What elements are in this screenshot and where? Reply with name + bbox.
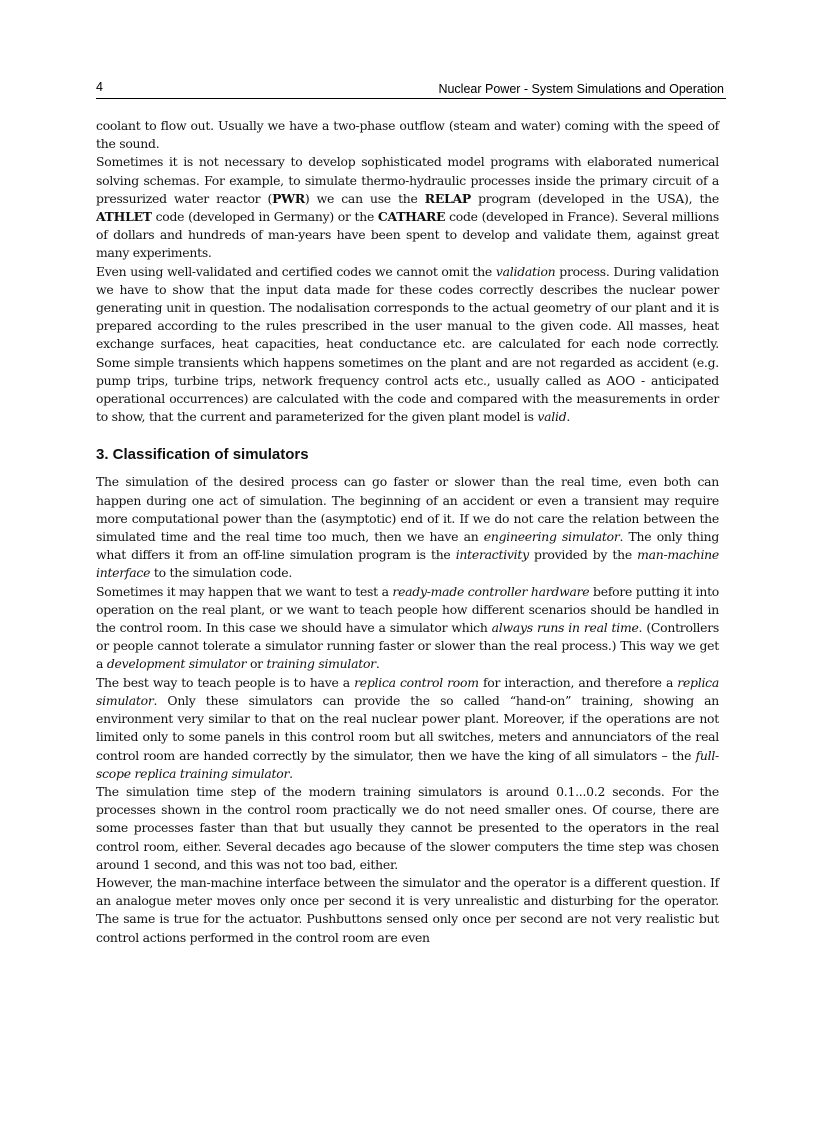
text: Even using well-validated and certified codes we cannot omit the <box>96 263 496 279</box>
text: . (Controllers or people cannot tolerate a simulator running faster or slower than the real process.) This way we get a <box>96 620 719 672</box>
paragraph <box>96 117 719 153</box>
text: The best way to teach people is to have a <box>96 674 355 690</box>
text: or <box>246 656 267 672</box>
italic-term: training simulator <box>266 656 376 672</box>
text: ) we can use the <box>304 190 425 206</box>
italic-term: full-scope replica training simulator <box>96 747 719 781</box>
italic-term: validation <box>495 263 556 279</box>
bold-term: PWR <box>272 190 305 206</box>
paragraph <box>96 674 719 783</box>
italic-term: man-machine interface <box>96 547 719 581</box>
paragraph <box>96 583 719 674</box>
text: code (developed in France). Several millions of dollars and hundreds of man-years have been spent to develop and validate them, against great many experiments. <box>96 209 719 261</box>
text: code (developed in Germany) or the <box>151 209 378 225</box>
paragraph <box>96 783 719 874</box>
running-title: Nuclear Power - System Simulations and Operation <box>438 82 724 96</box>
page-body <box>96 117 719 947</box>
text: . <box>375 656 380 672</box>
text: . <box>566 409 571 425</box>
text: program (developed in the USA), the <box>470 190 719 206</box>
paragraph <box>96 473 719 582</box>
text: to the simulation code. <box>150 565 293 581</box>
text: process. During validation we have to show that the input data made for these codes correctly describes the nuclear power generating unit in question. The nodalisation corresponds to the actual geometry of our plant and it is prepared according to the rules prescribed in the user manual to the given code. All masses, heat exchange surfaces, heat capacities, heat conductance etc. are calculated for each node correctly. Some simple transients which happens sometimes on the plant and are not regarded as accident (e.g. pump trips, turbine trips, network frequency control acts etc., usually called as AOO - anticipated operational occurrences) are calculated with the code and compared with the measurements in order to show, that the current and parameterized for the given plant model is <box>96 263 719 425</box>
italic-term: interactivity <box>455 547 529 563</box>
paragraph <box>96 153 719 262</box>
page-number: 4 <box>96 80 103 94</box>
italic-term: replica control room <box>354 674 479 690</box>
paragraph <box>96 874 719 947</box>
text: provided by the <box>528 547 638 563</box>
italic-term: development simulator <box>106 656 247 672</box>
italic-term: valid <box>537 409 567 425</box>
text: However, the man-machine interface between the simulator and the operator is a different question. If an analogue meter moves only once per second it is very unrealistic and disturbing for the operator. The same is true for the actuator. Pushbuttons sensed only once per second are not very realistic but control actions performed in the control room are even <box>96 874 719 945</box>
text: The simulation time step of the modern training simulators is around 0.1...0.2 seconds. For the processes shown in the control room practically we do not need smaller ones. Of course, there are some processes faster than that but usually they cannot be presented to the operators in the real control room, either. Several decades ago because of the slower computers the time step was chosen around 1 second, and this was not too bad, either. <box>96 783 719 872</box>
text: before putting it into operation on the real plant, or we want to teach people how different scenarios should be handled in the control room. In this case we should have a simulator which <box>96 583 720 636</box>
text: Sometimes it may happen that we want to test a <box>96 583 393 599</box>
italic-term: ready-made controller hardware <box>392 583 590 599</box>
running-header <box>96 80 726 99</box>
bold-term: ATHLET <box>96 209 152 225</box>
italic-term: always runs in real time <box>491 620 639 636</box>
bold-term: RELAP <box>424 190 471 206</box>
section-heading: 3. Classification of simulators <box>96 446 309 464</box>
paragraph <box>96 263 719 427</box>
text: for interaction, and therefore a <box>478 674 678 690</box>
italic-term: replica simulator <box>96 674 719 708</box>
text: coolant to flow out. Usually we have a two-phase outflow (steam and water) coming with the speed of the sound. <box>96 118 719 152</box>
text: . The only thing what differs it from an off-line simulation program is the <box>96 529 720 563</box>
text: . <box>289 765 293 781</box>
text: Sometimes it is not necessary to develop sophisticated model programs with elaborated numerical solving schemas. For example, to simulate thermo-hydraulic processes inside the primary circuit of a pressurized water reactor ( <box>96 154 719 206</box>
text: . Only these simulators can provide the so called “hand-on” training, showing an environment very similar to that on the real nuclear power plant. Moreover, if the operations are not limited only to some panels in this control room but all switches, meters and annunciators of the real control room are handed correctly by the simulator, then we have the king of all simulators – the <box>96 692 719 763</box>
bold-term: CATHARE <box>377 209 446 225</box>
italic-term: engineering simulator <box>483 529 620 545</box>
text: The simulation of the desired process can go faster or slower than the real time, even both can happen during one act of simulation. The beginning of an accident or even a transient may require more computational power than the (asymptotic) end of it. If we do not care the relation between the simulated time and the real time too much, then we have an <box>96 474 719 545</box>
